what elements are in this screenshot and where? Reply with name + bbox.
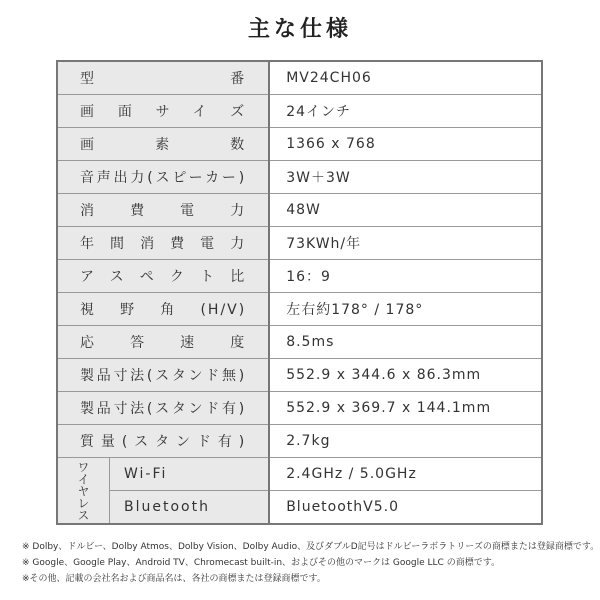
- table-row: [57, 61, 542, 95]
- footnote: ※ Google、Google Play、Android TV、Chromecast built-in、およびその他のマークは Google LLC の商標です。: [22, 558, 500, 568]
- table-row: [57, 194, 542, 227]
- spec-value: 24インチ: [269, 95, 542, 128]
- spec-label: 画面サイズ: [57, 95, 269, 128]
- table-row: [57, 392, 542, 425]
- table-row: [57, 161, 542, 194]
- table-row: [57, 128, 542, 161]
- wifi-label: Wi-Fi: [110, 458, 270, 491]
- spec-value: 73KWh/年: [269, 227, 542, 260]
- spec-table: [56, 60, 543, 525]
- table-row: [57, 491, 542, 525]
- table-row: [57, 95, 542, 128]
- footnote: ※ Dolby、ドルビー、Dolby Atmos、Dolby Vision、Dolby Audio、及びダブルD記号はドルビーラボラトリーズの商標または登録商標です。: [22, 542, 600, 552]
- spec-label: 消費電力: [57, 194, 269, 227]
- spec-label: 応答速度: [57, 326, 269, 359]
- spec-value: 552.9 x 369.7 x 144.1mm: [269, 392, 542, 425]
- bluetooth-label: Bluetooth: [110, 491, 270, 525]
- spec-value: 1366 x 768: [269, 128, 542, 161]
- spec-value: 552.9 x 344.6 x 86.3mm: [269, 359, 542, 392]
- spec-value: 2.7kg: [269, 425, 542, 458]
- table-row: [57, 326, 542, 359]
- spec-value: 8.5ms: [269, 326, 542, 359]
- table-row: [57, 227, 542, 260]
- spec-label: 音声出力(スピーカー): [57, 161, 269, 194]
- table-row: [57, 260, 542, 293]
- spec-label: 製品寸法(スタンド有): [57, 392, 269, 425]
- spec-label: 型番: [57, 61, 269, 95]
- footnotes: [22, 539, 599, 587]
- table-row: [57, 359, 542, 392]
- spec-value: 左右約178° / 178°: [269, 293, 542, 326]
- spec-label: 年間消費電力: [57, 227, 269, 260]
- page-title: 主な仕様: [247, 16, 352, 42]
- spec-value: 48W: [269, 194, 542, 227]
- spec-label: 画素数: [57, 128, 269, 161]
- bluetooth-value: BluetoothV5.0: [269, 491, 542, 525]
- table-row: [57, 458, 542, 491]
- spec-label: アスペクト比: [57, 260, 269, 293]
- table-row: [57, 293, 542, 326]
- spec-value: 3W＋3W: [269, 161, 542, 194]
- footnote: ※その他、記載の会社名および商品名は、各社の商標または登録商標です。: [22, 574, 326, 584]
- spec-label: 製品寸法(スタンド無): [57, 359, 269, 392]
- spec-value: 16：9: [269, 260, 542, 293]
- table-row: [57, 425, 542, 458]
- spec-label: 質量(スタンド有): [57, 425, 269, 458]
- spec-label: 視野角(H/V): [57, 293, 269, 326]
- spec-value: MV24CH06: [269, 61, 542, 95]
- wifi-value: 2.4GHz / 5.0GHz: [269, 458, 542, 491]
- wireless-group-label: ワイヤレス: [57, 458, 110, 525]
